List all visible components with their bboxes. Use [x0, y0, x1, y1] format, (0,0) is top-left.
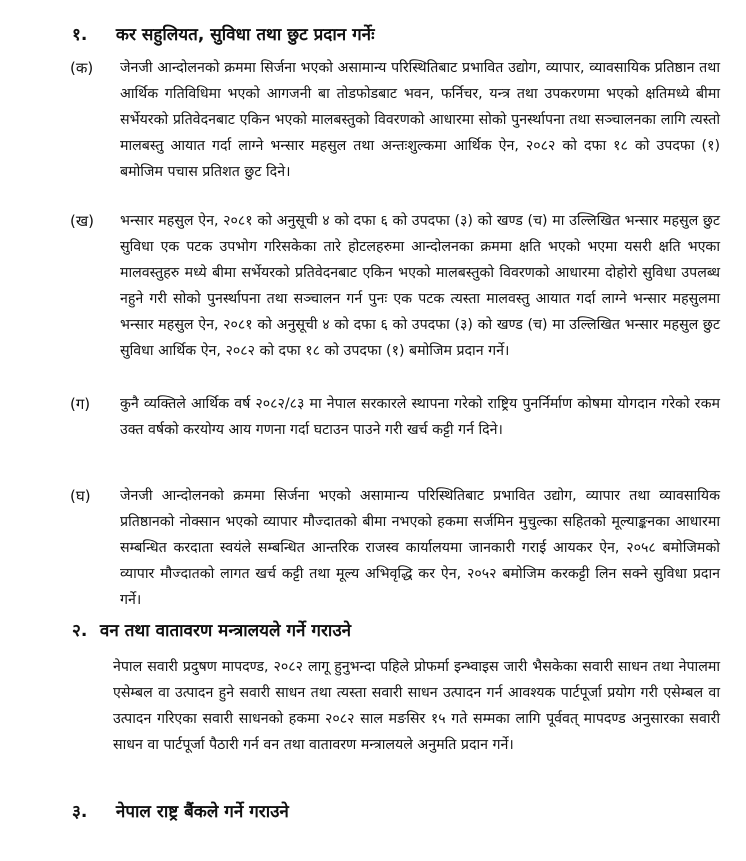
item-label: (ग) [70, 395, 91, 413]
section-2-paragraph: नेपाल सवारी प्रदुषण मापदण्ड, २०८२ लागू हुनुभन्दा पहिले प्रोफर्मा इन्भ्वाइस जारी भैसकेका सवारी साधन तथा नेपालमा एसेम्बल वा उत्पादन हुने सवारी साधन तथा त्यस्ता सवारी साधन उत्पादन गर्न आवश्यक पार्टपूर्जा प्रयोग गरी एसेम्बल वा उत्पादन गरिएका सवारी साधनको हकमा २०८२ साल मङसिर १५ गते सम्मका लागि पूर्ववत् मापदण्ड अनुसारका सवारी साधन वा पार्टपूर्जा पैठारी गर्न वन तथा वातावरण मन्त्रालयले अनुमति प्रदान गर्ने। [113, 659, 720, 753]
section-1-item-gha [70, 483, 720, 608]
section-1-heading [72, 24, 375, 46]
item-text: भन्सार महसुल ऐन, २०८१ को अनुसूची ४ को दफा ६ को उपदफा (३) को खण्ड (च) मा उल्लिखित भन्सार महसुल छुट सुविधा एक पटक उपभोग गरिसकेका तारे होटलहरुमा आन्दोलनका क्रममा क्षति भएको भएमा यसरी क्षति भएका मालवस्तुहरु मध्ये बीमा सर्भेयरको प्रतिवेदनबाट एकिन भएको मालबस्तुको विवरणको आधारमा दोहोरो सुविधा उपलब्ध नहुने गरी सोको पुनर्स्थापना तथा सञ्चालन गर्न पुनः एक पटक त्यस्ता मालवस्तु आयात गर्दा लाग्ने भन्सार महसुलमा भन्सार महसुल ऐन, २०८१ को अनुसूची ४ को दफा ६ को उपदफा (३) को खण्ड (च) मा उल्लिखित भन्सार महसुल छुट सुविधा आर्थिक ऐन, २०८२ को दफा १८ को उपदफा (१) बमोजिम प्रदान गर्ने। [120, 213, 720, 359]
item-label: (ख) [70, 212, 94, 230]
item-text: कुनै व्यक्तिले आर्थिक वर्ष २०८२/८३ मा नेपाल सरकारले स्थापना गरेको राष्ट्रिय पुनर्निर्माण कोषमा योगदान गरेको रकम उक्त वर्षको करयोग्य आय गणना गर्दा घटाउन पाउने गरी खर्च कट्टी गर्न दिने। [120, 396, 720, 438]
section-3-number: ३. [72, 802, 88, 822]
section-1-number: १. [72, 25, 88, 45]
section-3-heading [72, 801, 289, 823]
section-3-title: नेपाल राष्ट्र बैंकले गर्ने गराउने [115, 802, 289, 822]
section-2-number: २. [72, 621, 88, 641]
section-1-item-kha [70, 208, 720, 388]
section-2-heading [72, 620, 351, 642]
item-label: (घ) [70, 487, 91, 505]
section-2-title: वन तथा वातावरण मन्त्रालयले गर्ने गराउने [99, 621, 352, 641]
item-text: जेनजी आन्दोलनको क्रममा सिर्जना भएको असामान्य परिस्थितिबाट प्रभावित उद्योग, व्यापार, व्यावसायिक प्रतिष्ठान तथा आर्थिक गतिविधिमा भएको आगजनी बा तोडफोडबाट भवन, फर्निचर, यन्त्र तथा उपकरणमा भएको क्षतिमध्ये बीमा सर्भेयरको प्रतिवेदनबाट एकिन भएको मालबस्तुको विवरणको आधारमा सोको पुनर्स्थापना तथा सञ्चालनका लागि त्यस्तो मालबस्तु आयात गर्दा लाग्ने भन्सार महसुल तथा अन्तःशुल्कमा आर्थिक ऐन, २०८२ को दफा १८ को उपदफा (१) बमोजिम पचास प्रतिशत छुट दिने। [120, 60, 720, 180]
section-1-item-ka [70, 55, 720, 205]
item-label: (क) [70, 59, 94, 77]
section-1-item-ga [70, 391, 720, 471]
section-1-title: कर सहुलियत, सुविधा तथा छुट प्रदान गर्नेः [115, 25, 375, 45]
item-text: जेनजी आन्दोलनको क्रममा सिर्जना भएको असामान्य परिस्थितिबाट प्रभावित उद्योग, व्यापार तथा व्यावसायिक प्रतिष्ठानको नोक्सान भएको व्यापार मौज्दातको बीमा नभएको हकमा सर्जमिन मुचुल्का सहितको मूल्याङ्कनका आधारमा सम्बन्धित करदाता स्वयंले सम्बन्धित आन्तरिक राजस्व कार्यालयमा जानकारी गराई आयकर ऐन, २०५८ बमोजिमको व्यापार मौज्दातको लागत खर्च कट्टी तथा मूल्य अभिवृद्धि कर ऐन, २०५२ बमोजिम करकट्टी लिन सक्ने सुविधा प्रदान गर्ने। [120, 488, 720, 608]
